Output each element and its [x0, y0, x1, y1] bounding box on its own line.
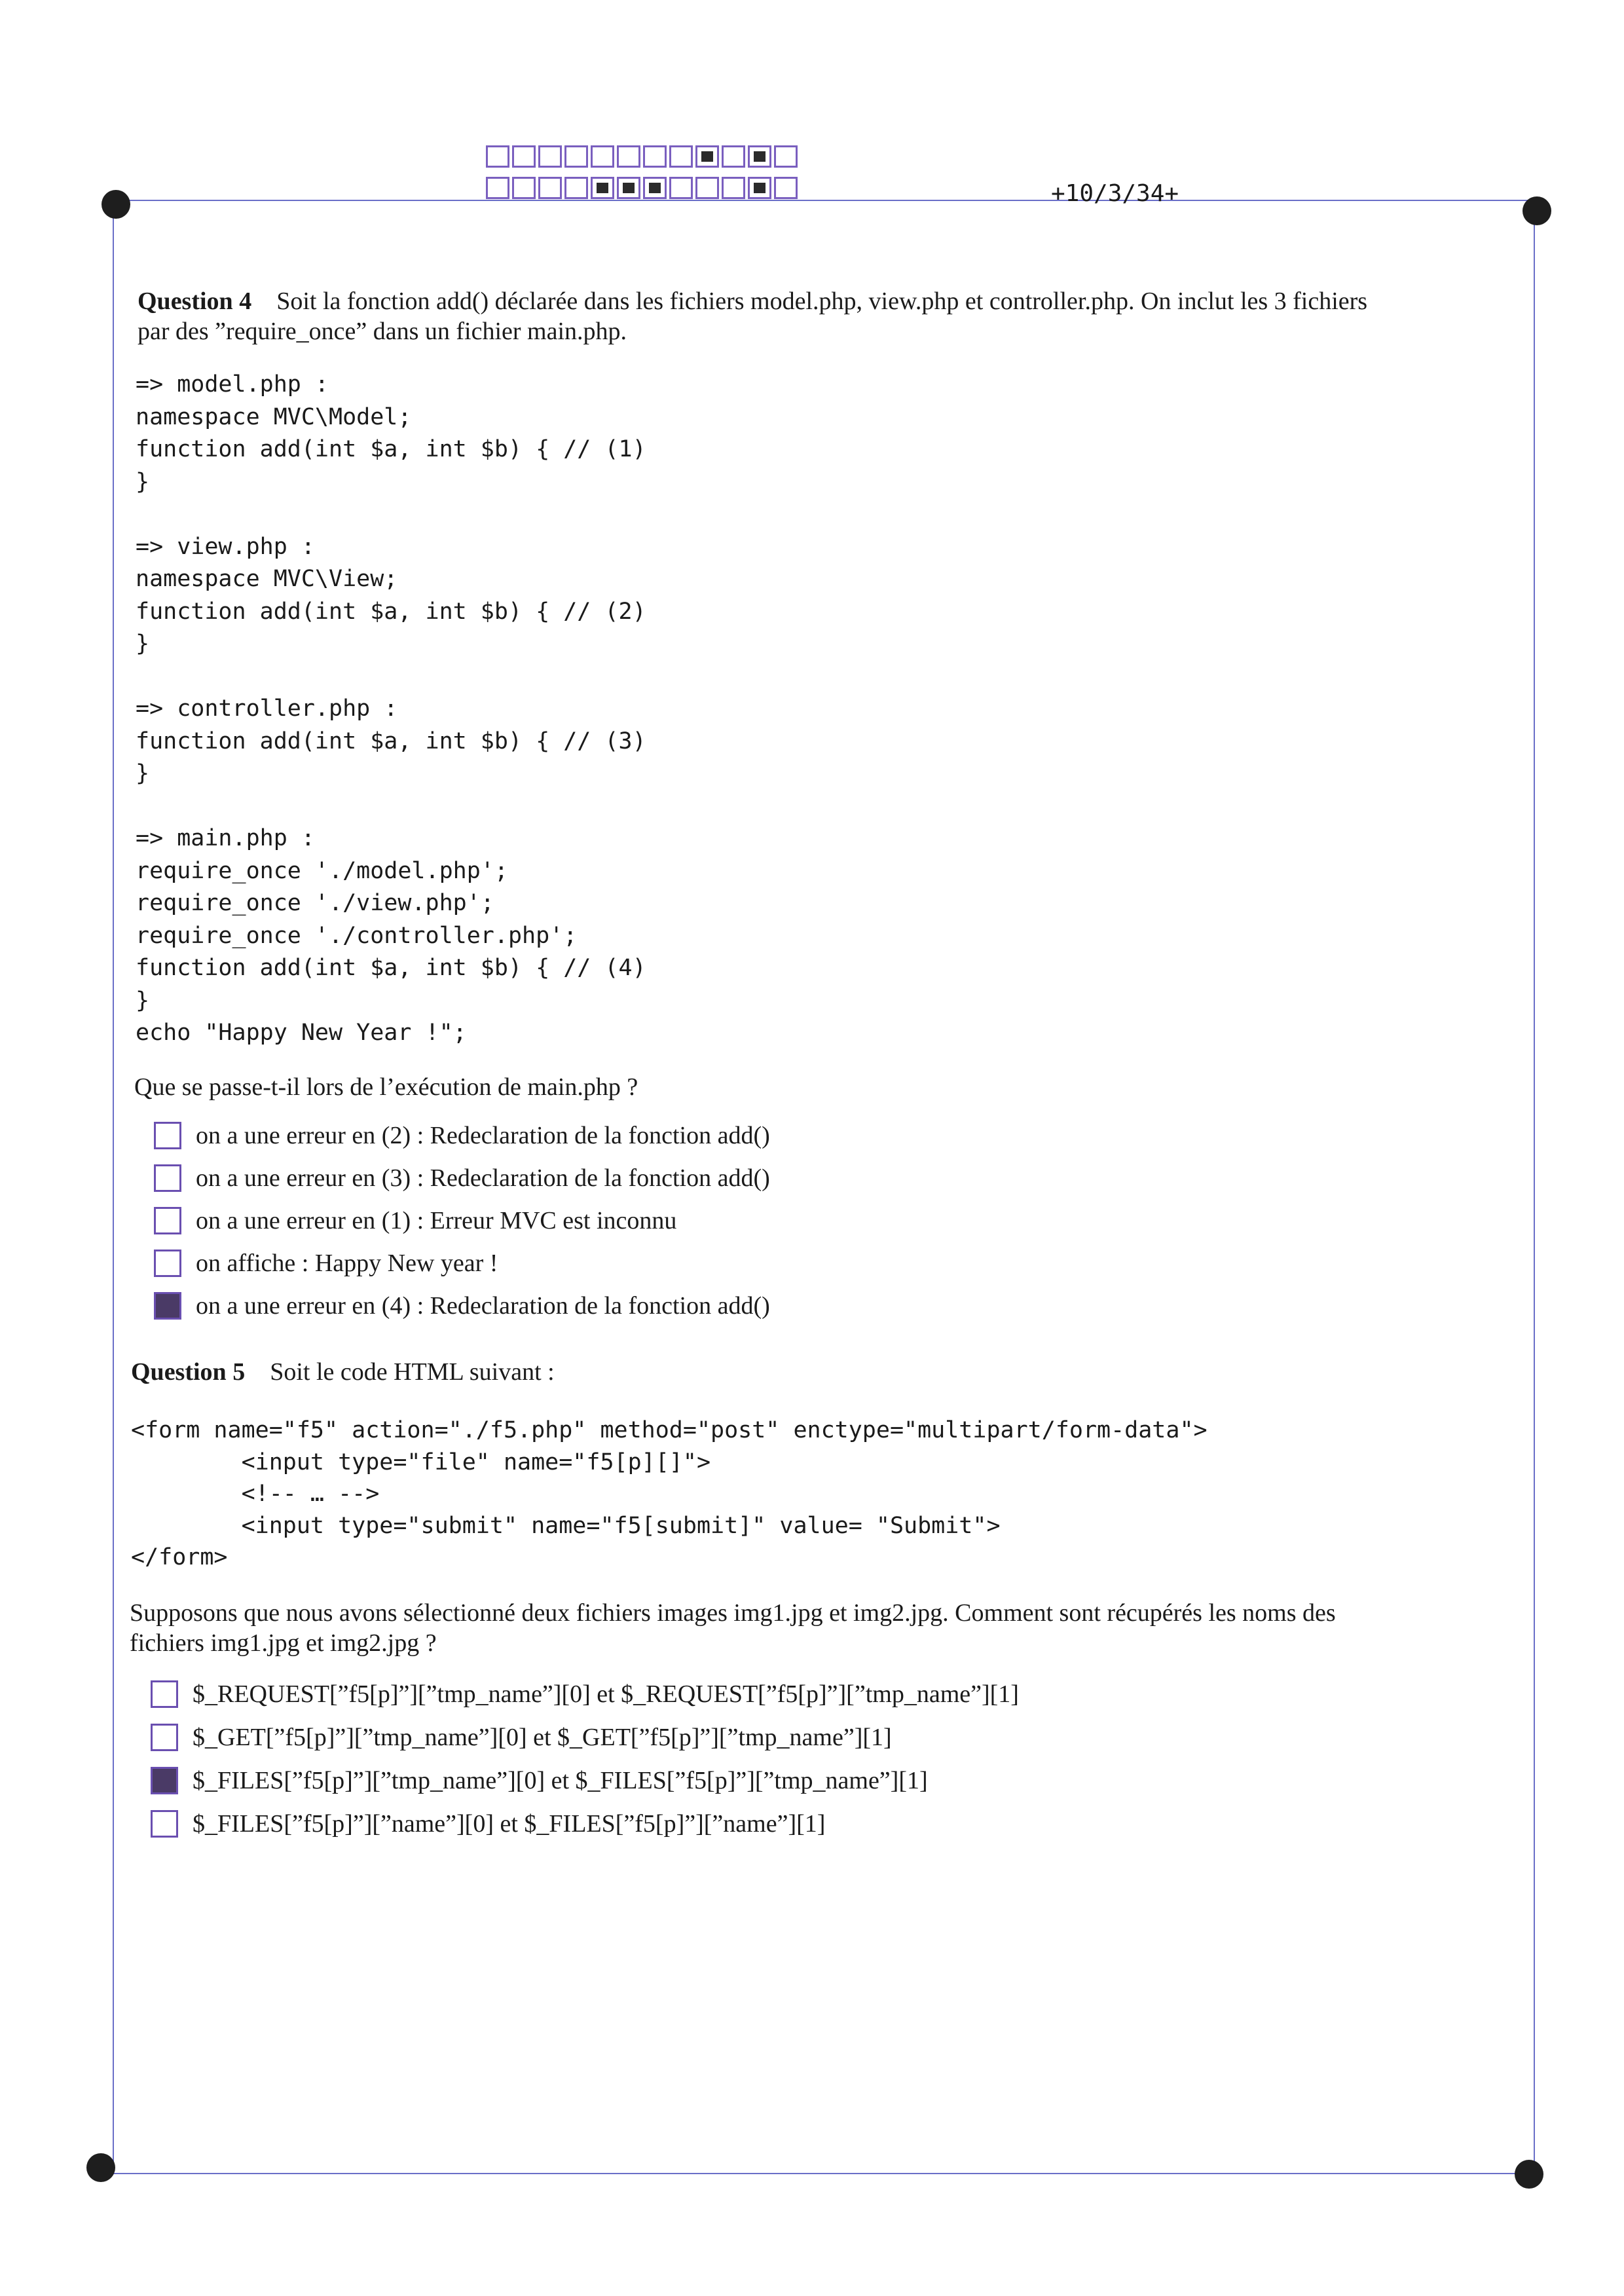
code-line: }	[136, 987, 150, 1014]
corner-marker-top-right	[1522, 196, 1551, 225]
code-line: <form name="f5" action="./f5.php" method="post" enctype="multipart/form-data">	[131, 1417, 1208, 1443]
code-line: require_once './controller.php';	[136, 922, 578, 949]
answer-choice[interactable]	[154, 1121, 770, 1150]
answer-choice-label: on affiche : Happy New year !	[196, 1250, 498, 1277]
barcode-cell	[774, 145, 798, 168]
answer-choice[interactable]	[154, 1291, 770, 1320]
frame-right-line	[1534, 216, 1535, 2174]
barcode-cell	[722, 145, 745, 168]
barcode-cell	[643, 145, 667, 168]
barcode-cell	[591, 177, 614, 199]
barcode-cell	[591, 145, 614, 168]
code-line: <input type="submit" name="f5[submit]" value= "Submit">	[131, 1512, 1001, 1539]
q5-question-line1: Supposons que nous avons sélectionné deux fichiers images img1.jpg et img2.jpg. Comment sont récupérés les noms des	[130, 1599, 1336, 1627]
answer-choice[interactable]	[154, 1206, 676, 1235]
barcode-cell	[564, 145, 588, 168]
answer-choice-label: on a une erreur en (3) : Redeclaration de la fonction add()	[196, 1164, 770, 1192]
code-line	[136, 661, 646, 694]
code-line: <!-- … -->	[131, 1481, 380, 1507]
barcode-cell	[748, 145, 771, 168]
checkbox[interactable]	[154, 1122, 181, 1149]
frame-top-line	[118, 200, 1542, 201]
barcode-row-top	[486, 145, 800, 168]
answer-choice-label: $_REQUEST[”f5[p]”][”tmp_name”][0] et $_REQUEST[”f5[p]”][”tmp_name”][1]	[193, 1680, 1019, 1708]
code-line: }	[136, 760, 150, 787]
barcode-cell	[774, 177, 798, 199]
checkbox[interactable]	[151, 1680, 178, 1708]
code-line: => view.php :	[136, 533, 315, 560]
code-line: echo "Happy New Year !";	[136, 1020, 467, 1046]
answer-choice[interactable]	[151, 1766, 928, 1795]
code-line: }	[136, 631, 150, 657]
code-line: => model.php :	[136, 371, 329, 398]
barcode-row-bottom	[486, 177, 800, 199]
q5-intro-text: Soit le code HTML suivant :	[270, 1358, 555, 1386]
q4-code-block	[136, 369, 646, 1050]
barcode-cell	[617, 177, 640, 199]
barcode-cell	[722, 177, 745, 199]
code-line	[136, 498, 646, 531]
barcode-cell	[538, 177, 562, 199]
answer-choice[interactable]	[151, 1680, 1019, 1709]
page-id: +10/3/34+	[1051, 180, 1179, 207]
answer-choice-label: $_FILES[”f5[p]”][”name”][0] et $_FILES[”f5[p]”][”name”][1]	[193, 1810, 826, 1838]
answer-choice[interactable]	[151, 1809, 825, 1838]
code-line	[136, 790, 646, 823]
q4-question: Que se passe-t-il lors de l’exécution de main.php ?	[134, 1073, 638, 1101]
code-line: </form>	[131, 1544, 228, 1570]
answer-choice-label: on a une erreur en (2) : Redeclaration de la fonction add()	[196, 1122, 770, 1149]
frame-bottom-line	[101, 2173, 1542, 2174]
barcode-cell	[695, 177, 719, 199]
answer-choice[interactable]	[154, 1249, 498, 1278]
code-line: => controller.php :	[136, 695, 398, 722]
q5-title: Question 5	[131, 1358, 246, 1386]
code-line: => main.php :	[136, 825, 315, 851]
code-line: namespace MVC\View;	[136, 566, 398, 592]
code-line: function add(int $a, int $b) { // (2)	[136, 598, 646, 625]
code-line: namespace MVC\Model;	[136, 403, 412, 430]
q4-intro-line2: par des ”require_once” dans un fichier main.php.	[138, 318, 627, 345]
code-line: require_once './view.php';	[136, 890, 494, 916]
answer-choice-label: on a une erreur en (4) : Redeclaration de la fonction add()	[196, 1292, 770, 1320]
code-line: function add(int $a, int $b) { // (4)	[136, 955, 646, 981]
barcode-cell	[512, 177, 536, 199]
barcode-cell	[617, 145, 640, 168]
q4-intro	[138, 286, 1526, 346]
corner-marker-bottom-left	[86, 2153, 115, 2182]
corner-marker-bottom-right	[1515, 2160, 1543, 2189]
answer-choice-label: $_GET[”f5[p]”][”tmp_name”][0] et $_GET[”f5[p]”][”tmp_name”][1]	[193, 1724, 892, 1751]
barcode-cell	[486, 145, 509, 168]
checkbox-checked[interactable]	[154, 1292, 181, 1320]
q4-title: Question 4	[138, 287, 252, 315]
answer-choice-label: $_FILES[”f5[p]”][”tmp_name”][0] et $_FILES[”f5[p]”][”tmp_name”][1]	[193, 1767, 928, 1794]
barcode-cell	[538, 145, 562, 168]
q5-intro	[131, 1357, 555, 1387]
checkbox-checked[interactable]	[151, 1767, 178, 1794]
q5-question-line2: fichiers img1.jpg et img2.jpg ?	[130, 1629, 437, 1657]
code-line: }	[136, 468, 150, 495]
barcode-cell	[643, 177, 667, 199]
answer-choice[interactable]	[151, 1723, 892, 1752]
code-line: <input type="file" name="f5[p][]">	[131, 1449, 711, 1475]
checkbox[interactable]	[151, 1724, 178, 1751]
q5-question	[130, 1598, 1531, 1658]
barcode-cell	[512, 145, 536, 168]
checkbox[interactable]	[154, 1207, 181, 1234]
barcode-cell	[695, 145, 719, 168]
barcode-cell	[669, 177, 693, 199]
q4-intro-line1: Soit la fonction add() déclarée dans les fichiers model.php, view.php et controller.php. On inclut les 3 fichiers	[276, 287, 1368, 315]
answer-choice[interactable]	[154, 1164, 770, 1193]
barcode-cell	[748, 177, 771, 199]
q5-code-block	[131, 1415, 1208, 1574]
frame-left-line	[113, 208, 114, 2173]
checkbox[interactable]	[154, 1164, 181, 1192]
barcode-cell	[564, 177, 588, 199]
barcode-cell	[669, 145, 693, 168]
corner-marker-top-left	[101, 190, 130, 219]
barcode-cell	[486, 177, 509, 199]
checkbox[interactable]	[154, 1250, 181, 1277]
code-line: function add(int $a, int $b) { // (1)	[136, 436, 646, 462]
code-line: function add(int $a, int $b) { // (3)	[136, 728, 646, 754]
answer-choice-label: on a une erreur en (1) : Erreur MVC est inconnu	[196, 1207, 677, 1234]
code-line: require_once './model.php';	[136, 857, 508, 884]
checkbox[interactable]	[151, 1810, 178, 1838]
